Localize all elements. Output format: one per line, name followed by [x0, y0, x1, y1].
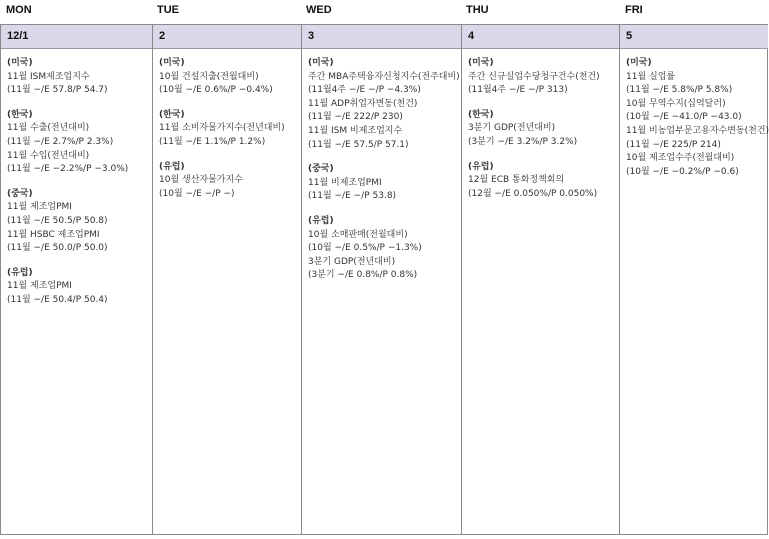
event-group	[7, 188, 152, 256]
event-line: 11월 비제조업PMI	[308, 177, 382, 188]
event-line: 10월 제조업수주(전월대비)	[626, 153, 735, 164]
event-line: 11월 실업률	[626, 71, 676, 82]
day-name-fri: FRI	[625, 4, 643, 16]
event-line: (10월 −/E 0.6%/P −0.4%)	[159, 85, 273, 96]
event-line: 11월 수입(전년대비)	[7, 150, 90, 161]
day-name-wed: WED	[306, 4, 332, 16]
event-group	[7, 57, 152, 98]
event-line: 12월 ECB 통화정책회의	[468, 175, 565, 186]
region-label: (미국)	[626, 58, 652, 68]
event-line: 3분기 GDP(전년대비)	[308, 256, 396, 267]
day-column	[461, 25, 619, 534]
region-label: (미국)	[7, 58, 33, 68]
event-line: 11월 ISM 비제조업지수	[308, 125, 403, 136]
event-group	[626, 57, 768, 179]
day-column	[301, 25, 461, 534]
events-list	[153, 49, 301, 201]
event-line: (10월 −/E −41.0/P −43.0)	[626, 112, 742, 123]
event-line: (11월 −/E 50.0/P 50.0)	[7, 243, 108, 254]
event-group	[7, 267, 152, 308]
event-line: (11월 −/E 222/P 230)	[308, 112, 403, 123]
event-line: 11월 ISM제조업지수	[7, 71, 90, 82]
region-label: (미국)	[468, 58, 494, 68]
event-line: (10월 −/E 0.5%/P −1.3%)	[308, 243, 422, 254]
event-line: (11월 −/E −2.2%/P −3.0%)	[7, 164, 129, 175]
event-line: (12월 −/E 0.050%/P 0.050%)	[468, 188, 598, 199]
event-line: (11월 −/E 5.8%/P 5.8%)	[626, 85, 733, 96]
event-line: 주간 MBA주택융자신청지수(전주대비)	[308, 71, 460, 82]
event-line: (11월 −/E 50.4/P 50.4)	[7, 294, 108, 305]
event-group	[308, 163, 461, 204]
event-line: (11월 −/E 57.5/P 57.1)	[308, 139, 409, 150]
region-label: (중국)	[7, 188, 33, 199]
region-label: (미국)	[159, 58, 185, 68]
event-line: 11월 ADP취업자변동(천건)	[308, 98, 418, 109]
event-line: (10월 −/E −/P −)	[159, 188, 235, 199]
event-line: 11월 HSBC 제조업PMI	[7, 229, 100, 240]
event-line: (11월 −/E −/P 53.8)	[308, 191, 397, 202]
events-list	[1, 49, 152, 308]
date-label: 2	[153, 25, 301, 49]
events-list	[620, 49, 768, 179]
event-line: 11월 제조업PMI	[7, 281, 72, 292]
events-list	[462, 49, 619, 201]
weekday-header	[0, 0, 769, 22]
event-line: 10월 무역수지(십억달러)	[626, 98, 726, 109]
region-label: (유럽)	[308, 215, 334, 226]
event-line: (11월4주 −/E −/P 313)	[468, 85, 568, 96]
region-label: (한국)	[468, 109, 494, 120]
event-group	[7, 109, 152, 177]
event-group	[308, 57, 461, 152]
event-group	[159, 161, 301, 202]
event-group	[159, 57, 301, 98]
events-list	[302, 49, 461, 283]
event-line: (10월 −/E −0.2%/P −0.6)	[626, 166, 739, 177]
event-group	[308, 215, 461, 283]
event-line: 11월 비농업부문고용자수변동(천건)	[626, 125, 769, 136]
event-line: (3분기 −/E 3.2%/P 3.2%)	[468, 136, 578, 147]
region-label: (한국)	[159, 109, 185, 120]
region-label: (한국)	[7, 109, 33, 120]
event-line: 11월 수출(전년대비)	[7, 123, 90, 134]
region-label: (유럽)	[7, 267, 33, 278]
date-label: 5	[620, 25, 768, 49]
event-group	[159, 109, 301, 150]
region-label: (유럽)	[159, 161, 185, 172]
date-label: 3	[302, 25, 461, 49]
event-line: (11월4주 −/E −/P −4.3%)	[308, 85, 421, 96]
event-line: 10월 건설지출(전월대비)	[159, 71, 259, 82]
event-line: 10월 생산자물가지수	[159, 175, 243, 186]
day-name-tue: TUE	[157, 4, 179, 16]
event-line: (3분기 −/E 0.8%/P 0.8%)	[308, 270, 418, 281]
event-line: (11월 −/E 225/P 214)	[626, 139, 721, 150]
event-line: 11월 제조업PMI	[7, 202, 72, 213]
event-group	[468, 109, 619, 150]
region-label: (중국)	[308, 164, 334, 175]
event-group	[468, 161, 619, 202]
calendar-grid	[0, 24, 768, 535]
day-name-mon: MON	[6, 4, 32, 16]
event-group	[468, 57, 619, 98]
event-line: 10월 소매판매(전월대비)	[308, 229, 408, 240]
day-column	[152, 25, 301, 534]
event-line: 11월 소비자물가지수(전년대비)	[159, 123, 285, 134]
day-column	[1, 25, 152, 534]
event-line: (11월 −/E 57.8/P 54.7)	[7, 85, 108, 96]
date-label: 4	[462, 25, 619, 49]
day-column	[619, 25, 768, 534]
region-label: (미국)	[308, 58, 334, 68]
day-name-thu: THU	[466, 4, 489, 16]
date-label: 12/1	[1, 25, 152, 49]
event-line: 주간 신규실업수당청구건수(천건)	[468, 71, 600, 82]
event-line: (11월 −/E 2.7%/P 2.3%)	[7, 136, 114, 147]
region-label: (유럽)	[468, 161, 494, 172]
event-line: (11월 −/E 50.5/P 50.8)	[7, 215, 108, 226]
event-line: (11월 −/E 1.1%/P 1.2%)	[159, 136, 266, 147]
event-line: 3분기 GDP(전년대비)	[468, 123, 556, 134]
